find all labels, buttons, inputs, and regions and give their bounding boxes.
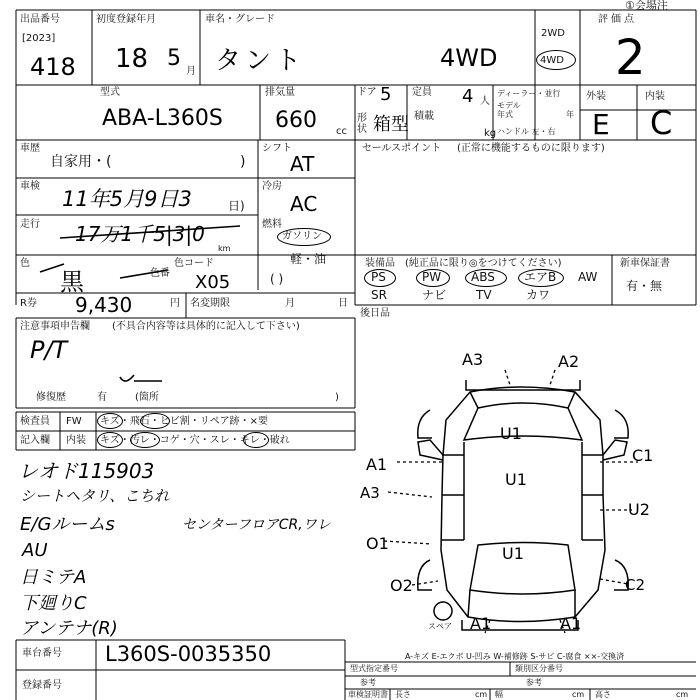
height-label: 高さ [595,690,611,699]
aircon-label: 冷房 [262,181,282,192]
int-scratch-circle [97,432,123,448]
model-label: 型式 [100,87,120,98]
shape-label: 形状 [357,113,367,135]
equip-sr: SR [371,288,387,302]
warranty-label: 新車保証書 [620,258,670,269]
int-stain-circle [130,432,160,448]
color-label: 色 [20,258,30,269]
mark-u1-hood: U1 [500,424,522,443]
shape-value: 箱型 [373,114,409,135]
fw-scratch-circle [97,413,123,429]
interior-grade: C [650,104,673,142]
handle-label: ハンドル 左・右 [497,127,556,136]
exterior-label: 外装 [586,91,606,102]
width-label: 幅 [495,690,503,699]
category-label: 類別区分番号 [515,664,563,673]
top-note: ①会場注 [625,0,668,12]
kg-unit: kg [484,128,497,139]
mark-c2-right: C2 [625,576,646,594]
drive-4wd: 4WD [540,55,564,66]
history-close: ) [240,154,246,170]
repair-label: 修復歴 [36,392,66,403]
fw-label: FW [66,416,82,427]
fuel-gas: ガソリン [282,231,322,242]
capacity-value: 4 [462,86,474,107]
chassis-value: L360S-0035350 [105,642,272,666]
color-value: 黒 [60,268,84,296]
car-grade: 4WD [440,44,498,72]
interior-items: キズ・汚レ・コゲ・穴・スレ・キレ・破れ [100,435,290,446]
shift-value: AT [290,152,315,176]
notes-text: P/T [30,336,68,364]
shift-label: シフト [262,143,292,154]
designation-ref: 参考 [360,678,376,687]
color-code-value: X05 [195,272,231,293]
score-value: 2 [615,30,646,86]
mark-c1-right: C1 [632,446,654,465]
person-unit: 人 [480,96,490,107]
designation-label: 型式指定番号 [350,664,398,673]
mark-a1-bottom-right: A1 [560,614,582,633]
inspection-value: 11年5月9日3 [62,187,192,211]
first-reg-month: 5 [167,46,181,71]
name-label: 車名・グレード [205,14,275,25]
equip-pw: PW [422,270,442,284]
history-label: 車歴 [20,143,40,154]
first-reg-label: 初度登録年月 [96,14,156,25]
repair-place: (箇所 [135,392,159,403]
equip-navi: ナビ [422,288,447,302]
equip-leather: カワ [526,288,551,302]
hw-note-5: 日ミテA [20,567,87,588]
fuel-diesel: 軽・油 [290,252,327,266]
hw-note-4: AU [22,540,48,561]
exterior-grade: E [592,108,610,141]
hw-note-2: シートヘタリ、こちれ [20,487,170,505]
lot-year: [2023] [22,33,56,44]
fw-chip-circle [140,413,170,429]
color-code-label: 色コード [174,258,214,269]
aircon-value: AC [290,192,318,216]
hw-right-note: センターフロアCR,ワレ [182,517,331,533]
fuel-label: 燃料 [262,219,282,230]
category-ref: 参考 [526,678,542,687]
repair-has: 有 [97,392,107,403]
inspector-label: 検査員 [20,416,50,427]
car-name: タント [215,46,306,76]
recorder-label: 記入欄 [20,435,50,446]
sales-point-hint: (正常に機能するものに限ります) [457,143,605,154]
dealer-label: ディーラー・並行 [497,89,561,98]
equip-ps: PS [371,270,386,284]
length-label: 長さ [395,690,411,699]
fw-items: キズ・飛石・ヒビ割・リペア跡・×要 [100,416,268,427]
history-value: 自家用・( [50,154,112,170]
width-unit: cm [572,690,585,699]
first-reg-year: 18 [115,44,149,74]
hw-note-1: レオド115903 [18,459,155,483]
hw-note-3: E/Gルームs [20,514,115,535]
mark-u1-roof: U1 [505,470,527,489]
mark-a3-top: A3 [462,350,484,369]
mark-a3-left: A3 [360,484,380,502]
repair-close: ) [335,392,339,403]
interior-label: 内装 [645,91,665,102]
mileage-label: 走行 [20,219,40,230]
year-unit: 年 [566,110,574,119]
interior-row-label: 内装 [66,435,86,446]
transfer-day: 日 [338,298,348,309]
recycle-label: R券 [20,298,37,309]
equip-tv: TV [476,288,492,302]
displacement-label: 排気量 [265,87,295,98]
door-value: 5 [380,84,392,105]
hw-note-7: アンテナ(R) [20,618,118,639]
equip-airbag: エアB [524,270,557,284]
chassis-label: 車台番号 [22,648,62,659]
car-body-diagram [418,380,628,630]
cert-label: 車検証明書 [348,690,388,699]
notes-label: 注意事項申告欄 [20,321,90,332]
height-unit: cm [676,690,689,699]
model-year-label: モデル年式 [497,101,521,119]
mark-a1-left: A1 [366,455,388,474]
mileage-value: 17万1千5|3|0 [75,222,205,246]
mark-u2-right: U2 [628,500,650,519]
color-no-label: 色番 [150,268,170,279]
equipment-hint: (純正品に限り◎をつけてください) [405,258,562,269]
registration-label: 登録番号 [22,680,62,691]
transfer-month: 月 [285,298,295,309]
capacity-label: 定員 [412,87,432,98]
spare-label: スペア [428,622,452,631]
length-unit: cm [475,690,488,699]
equip-aw: AW [578,270,598,284]
equip-abs: ABS [471,270,495,284]
displacement-value: 660 [275,108,317,133]
lot-number: 418 [30,53,76,81]
mark-a1-bottom-left: A1 [470,614,492,633]
recycle-value: 9,430 [75,293,133,317]
km-unit: km [218,244,231,253]
int-rub-circle [243,432,269,448]
warranty-value: 有・無 [626,279,663,293]
equipment-label: 装備品 [365,258,395,269]
fuel-paren: ( ) [270,272,284,286]
notes-hint: (不具合内容等は具体的に記入して下さい) [112,321,300,332]
rear-seat-label: 後日品 [360,308,390,319]
mark-a2-top: A2 [558,352,580,371]
load-label: 積載 [414,111,434,122]
month-unit: 月 [186,66,196,77]
drive-2wd: 2WD [541,28,565,39]
inspection-label: 車検 [20,181,40,192]
damage-legend: A-キズ E-エクボ U-凹み W-補修跡 S-サビ C-腐食 ××-交換済 [405,652,625,661]
mark-o1-left: O1 [366,534,389,553]
cc-unit: cc [336,126,347,137]
transfer-label: 名変期限 [190,298,230,309]
mark-o2-left: O2 [390,576,413,595]
door-label: ドア [357,87,377,98]
mark-u1-rear: U1 [502,544,524,563]
hw-note-6: 下廻りC [20,593,87,614]
lot-label: 出品番号 [20,14,60,25]
score-label: 評価点 [598,14,637,25]
sales-point-label: セールスポイント [362,143,442,154]
model-value: ABA-L360S [102,106,223,131]
inspection-day-unit: 日) [228,199,245,213]
yen-unit: 円 [170,298,180,309]
